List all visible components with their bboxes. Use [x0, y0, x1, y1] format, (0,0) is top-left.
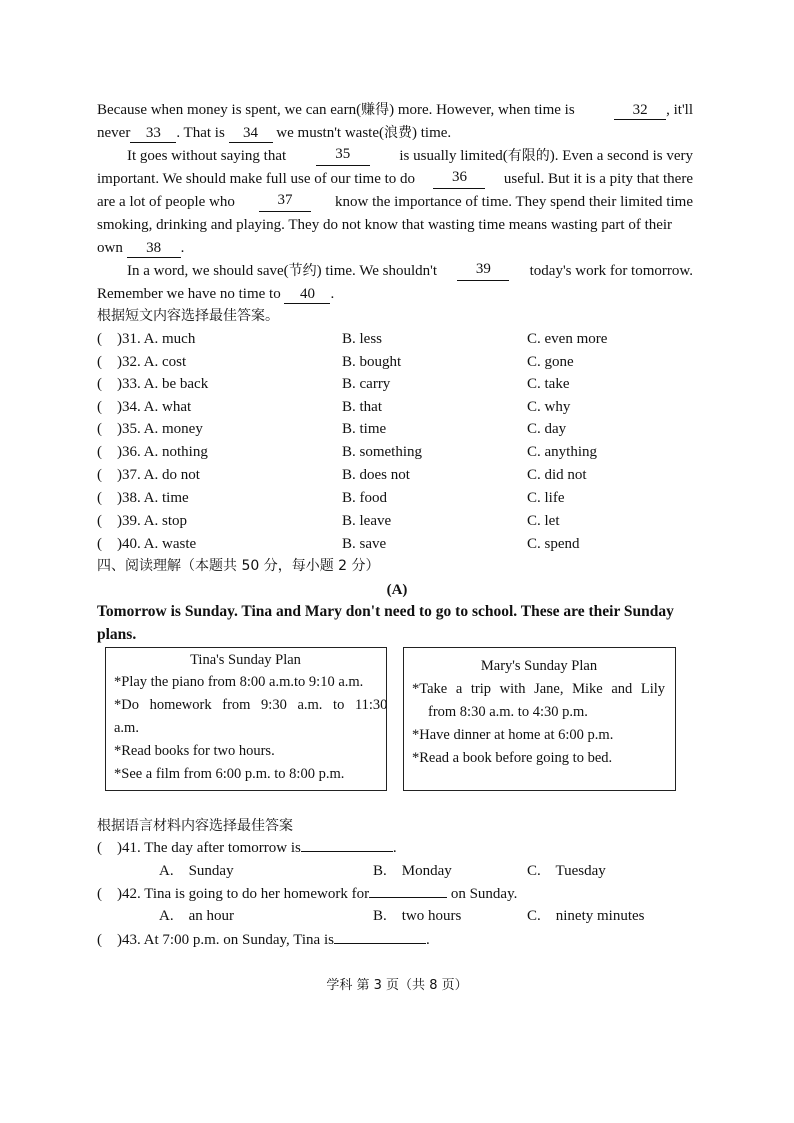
question-42: ( )42. Tina is going to do her homework for on Sunday.	[97, 886, 518, 902]
option-42-c[interactable]: C. ninety minutes	[527, 908, 645, 924]
tina-plan-item: *Do homework from 9:30 a.m. to 11:30	[114, 697, 388, 713]
option-35-c[interactable]: C. day	[527, 421, 567, 437]
blank-35[interactable]: 35	[316, 146, 370, 166]
option-32-c[interactable]: C. gone	[527, 354, 574, 370]
question-31[interactable]: ( )31. A. much	[97, 331, 196, 347]
option-35-b[interactable]: B. time	[342, 421, 387, 437]
mary-plan-item: from 8:30 a.m. to 4:30 p.m.	[428, 704, 588, 720]
question-34[interactable]: ( )34. A. what	[97, 399, 192, 415]
passage-line-5: are a lot of people who 37 know the importance of time. They spend their limited time	[97, 192, 693, 210]
option-39-c[interactable]: C. let	[527, 513, 560, 529]
option-41-b[interactable]: B. Monday	[373, 863, 452, 879]
blank-38[interactable]: 38	[127, 240, 181, 258]
blank-37[interactable]: 37	[259, 192, 311, 212]
reading-intro-2: plans.	[97, 626, 137, 643]
option-41-c[interactable]: C. Tuesday	[527, 863, 606, 879]
option-37-b[interactable]: B. does not	[342, 467, 410, 483]
tina-plan-title: Tina's Sunday Plan	[190, 652, 301, 668]
tina-plan-item: *See a film from 6:00 p.m. to 8:00 p.m.	[114, 766, 345, 782]
option-33-b[interactable]: B. carry	[342, 376, 391, 392]
question-40[interactable]: ( )40. A. waste	[97, 536, 197, 552]
passage-line-4: important. We should make full use of our time to do 36 useful. But it is a pity that there	[97, 169, 693, 187]
option-41-a[interactable]: A. Sunday	[159, 863, 234, 879]
question-39[interactable]: ( )39. A. stop	[97, 513, 187, 529]
blank-40[interactable]: 40	[284, 286, 330, 304]
mary-plan-item: *Have dinner at home at 6:00 p.m.	[412, 727, 614, 743]
option-33-c[interactable]: C. take	[527, 376, 570, 392]
option-38-b[interactable]: B. food	[342, 490, 387, 506]
blank-34[interactable]: 34	[229, 125, 273, 143]
passage-line-3: It goes without saying that 35 is usually limited(有限的). Even a second is very	[127, 146, 693, 164]
question-32[interactable]: ( )32. A. cost	[97, 354, 187, 370]
blank-39[interactable]: 39	[457, 261, 509, 281]
option-34-c[interactable]: C. why	[527, 399, 571, 415]
mary-plan-box	[403, 647, 676, 791]
blank-41[interactable]	[301, 851, 393, 852]
question-33[interactable]: ( )33. A. be back	[97, 376, 209, 392]
passage-line-8: In a word, we should save(节约) time. We shouldn't 39 today's work for tomorrow.	[127, 261, 693, 279]
passage-line-6: smoking, drinking and playing. They do not know that wasting time means wasting part of their	[97, 217, 673, 233]
question-36[interactable]: ( )36. A. nothing	[97, 444, 208, 460]
reading-intro-1: Tomorrow is Sunday. Tina and Mary don't need to go to school. These are their Sunday	[97, 603, 674, 620]
option-37-c[interactable]: C. did not	[527, 467, 587, 483]
option-34-b[interactable]: B. that	[342, 399, 382, 415]
passage-line-1: Because when money is spent, we can earn(赚得) more. However, when time is 32 , it'll	[97, 102, 693, 118]
option-36-b[interactable]: B. something	[342, 444, 423, 460]
reading-instruction: 根据语言材料内容选择最佳答案	[97, 818, 293, 834]
option-39-b[interactable]: B. leave	[342, 513, 392, 529]
page-footer: 学科 第 3 页（共 8 页）	[326, 978, 468, 993]
cloze-instruction: 根据短文内容选择最佳答案。	[97, 308, 279, 324]
passage-line-9: Remember we have no time to 40 .	[97, 286, 335, 302]
question-38[interactable]: ( )38. A. time	[97, 490, 189, 506]
question-41: ( )41. The day after tomorrow is .	[97, 840, 397, 856]
tina-plan-item: a.m.	[114, 720, 139, 736]
mary-plan-title: Mary's Sunday Plan	[480, 658, 598, 674]
question-35[interactable]: ( )35. A. money	[97, 421, 203, 437]
question-43: ( )43. At 7:00 p.m. on Sunday, Tina is .	[97, 932, 430, 948]
tina-plan-item: *Read books for two hours.	[114, 743, 275, 759]
passage-line-2: never 33 . That is 34 we mustn't waste(浪费) time.	[97, 125, 452, 141]
option-38-c[interactable]: C. life	[527, 490, 565, 506]
blank-42[interactable]	[369, 897, 447, 898]
question-37[interactable]: ( )37. A. do not	[97, 467, 200, 483]
option-31-c[interactable]: C. even more	[527, 331, 608, 347]
mary-plan-item: *Take a trip with Jane, Mike and Lily	[412, 681, 666, 697]
blank-33[interactable]: 33	[130, 125, 176, 143]
option-31-b[interactable]: B. less	[342, 331, 383, 347]
option-40-b[interactable]: B. save	[342, 536, 387, 552]
tina-plan-item: *Play the piano from 8:00 a.m.to 9:10 a.m.	[114, 674, 364, 690]
option-36-c[interactable]: C. anything	[527, 444, 597, 460]
option-42-a[interactable]: A. an hour	[159, 908, 234, 924]
option-42-b[interactable]: B. two hours	[373, 908, 462, 924]
blank-32[interactable]: 32	[614, 102, 666, 120]
option-32-b[interactable]: B. bought	[342, 354, 402, 370]
blank-36[interactable]: 36	[433, 169, 485, 189]
blank-43[interactable]	[334, 943, 426, 944]
section-title: 四、阅读理解（本题共 50 分，每小题 2 分）	[97, 558, 380, 574]
option-40-c[interactable]: C. spend	[527, 536, 580, 552]
mary-plan-item: *Read a book before going to bed.	[412, 750, 613, 766]
passage-line-7: own 38 .	[97, 240, 185, 256]
part-label: (A)	[386, 582, 408, 598]
tina-plan-box	[105, 647, 387, 791]
